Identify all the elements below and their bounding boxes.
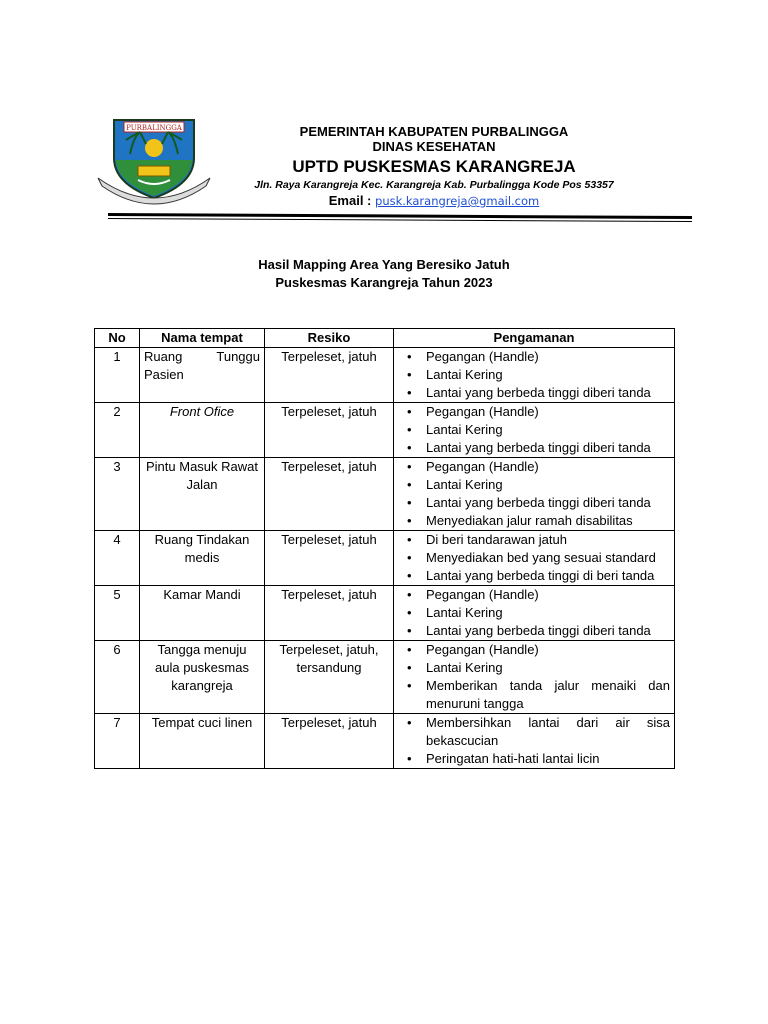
header-safety: Pengamanan	[394, 329, 675, 348]
risk-mapping-table	[94, 328, 675, 769]
title-line-2: Puskesmas Karangreja Tahun 2023	[275, 275, 493, 290]
safety-item: • Lantai Kering	[398, 604, 670, 622]
table-row	[95, 714, 675, 769]
institution-name: UPTD PUSKESMAS KARANGREJA	[292, 157, 576, 176]
safety-item: • Lantai yang berbeda tinggi diberi tanda	[398, 622, 670, 640]
table-row	[95, 403, 675, 458]
row-no: 3	[95, 458, 140, 531]
safety-item: • Peringatan hati-hati lantai licin	[398, 750, 670, 768]
safety-item: • Lantai yang berbeda tinggi diberi tanda	[398, 494, 670, 512]
row-safety	[394, 714, 675, 769]
table-header-row	[95, 329, 675, 348]
address: Jln. Raya Karangreja Kec. Karangreja Kab. Purbalingga Kode Pos 53357	[254, 179, 614, 191]
row-no: 6	[95, 641, 140, 714]
table-row	[95, 531, 675, 586]
row-place: Ruang Tindakan medis	[140, 531, 265, 586]
email-label: Email :	[328, 193, 372, 208]
row-risk: Terpeleset, jatuh	[265, 714, 394, 769]
row-no: 2	[95, 403, 140, 458]
email-link[interactable]: pusk.karangreja@gmail.com	[375, 194, 540, 208]
table-row	[95, 348, 675, 403]
letterhead	[224, 124, 644, 210]
purbalingga-logo	[94, 114, 214, 206]
row-safety	[394, 641, 675, 714]
safety-item: • Lantai Kering	[398, 421, 670, 439]
row-place: Tempat cuci linen	[140, 714, 265, 769]
safety-item: • Pegangan (Handle)	[398, 403, 670, 421]
row-safety	[394, 348, 675, 403]
safety-item: • Menyediakan jalur ramah disabilitas	[398, 512, 670, 530]
row-risk: Terpeleset, jatuh	[265, 403, 394, 458]
government-name: PEMERINTAH KABUPATEN PURBALINGGA	[299, 124, 569, 139]
safety-item: • Lantai yang berbeda tinggi diberi tanda	[398, 384, 670, 402]
row-place: Tangga menuju aula puskesmas karangreja	[140, 641, 265, 714]
row-safety	[394, 458, 675, 531]
safety-item: • Lantai yang berbeda tinggi diberi tanda	[398, 439, 670, 457]
row-place: Ruang Tunggu Pasien	[140, 348, 265, 403]
logo-banner-text: PURBALINGGA	[126, 124, 182, 132]
safety-item: • Pegangan (Handle)	[398, 348, 670, 366]
row-no: 4	[95, 531, 140, 586]
row-no: 1	[95, 348, 140, 403]
header-risk: Resiko	[265, 329, 394, 348]
safety-item: • Menyediakan bed yang sesuai standard	[398, 549, 670, 567]
row-safety	[394, 586, 675, 641]
row-risk: Terpeleset, jatuh	[265, 586, 394, 641]
row-place: Pintu Masuk Rawat Jalan	[140, 458, 265, 531]
safety-item: • Lantai Kering	[398, 366, 670, 384]
row-no: 7	[95, 714, 140, 769]
row-no: 5	[95, 586, 140, 641]
table-row	[95, 641, 675, 714]
row-safety	[394, 531, 675, 586]
row-risk: Terpeleset, jatuh, tersandung	[265, 641, 394, 714]
safety-item: • Memberikan tanda jalur menaiki dan menuruni tangga	[398, 677, 670, 713]
document-title	[94, 256, 674, 292]
agency-name: DINAS KESEHATAN	[372, 139, 496, 154]
row-risk: Terpeleset, jatuh	[265, 458, 394, 531]
table-row	[95, 458, 675, 531]
email-line	[224, 192, 644, 210]
row-risk: Terpeleset, jatuh	[265, 348, 394, 403]
safety-item: • Pegangan (Handle)	[398, 586, 670, 604]
row-place: Front Ofice	[140, 403, 265, 458]
row-safety	[394, 403, 675, 458]
title-line-1: Hasil Mapping Area Yang Beresiko Jatuh	[258, 257, 510, 272]
safety-item: • Lantai Kering	[398, 659, 670, 677]
safety-item: • Lantai yang berbeda tinggi di beri tanda	[398, 567, 670, 585]
header-no: No	[95, 329, 140, 348]
table-row	[95, 586, 675, 641]
safety-item: • Lantai Kering	[398, 476, 670, 494]
row-place: Kamar Mandi	[140, 586, 265, 641]
row-risk: Terpeleset, jatuh	[265, 531, 394, 586]
safety-item: • Pegangan (Handle)	[398, 641, 670, 659]
safety-item: • Membersihkan lantai dari air sisa bekascucian	[398, 714, 670, 750]
safety-item: • Di beri tandarawan jatuh	[398, 531, 670, 549]
header-place: Nama tempat	[140, 329, 265, 348]
safety-item: • Pegangan (Handle)	[398, 458, 670, 476]
